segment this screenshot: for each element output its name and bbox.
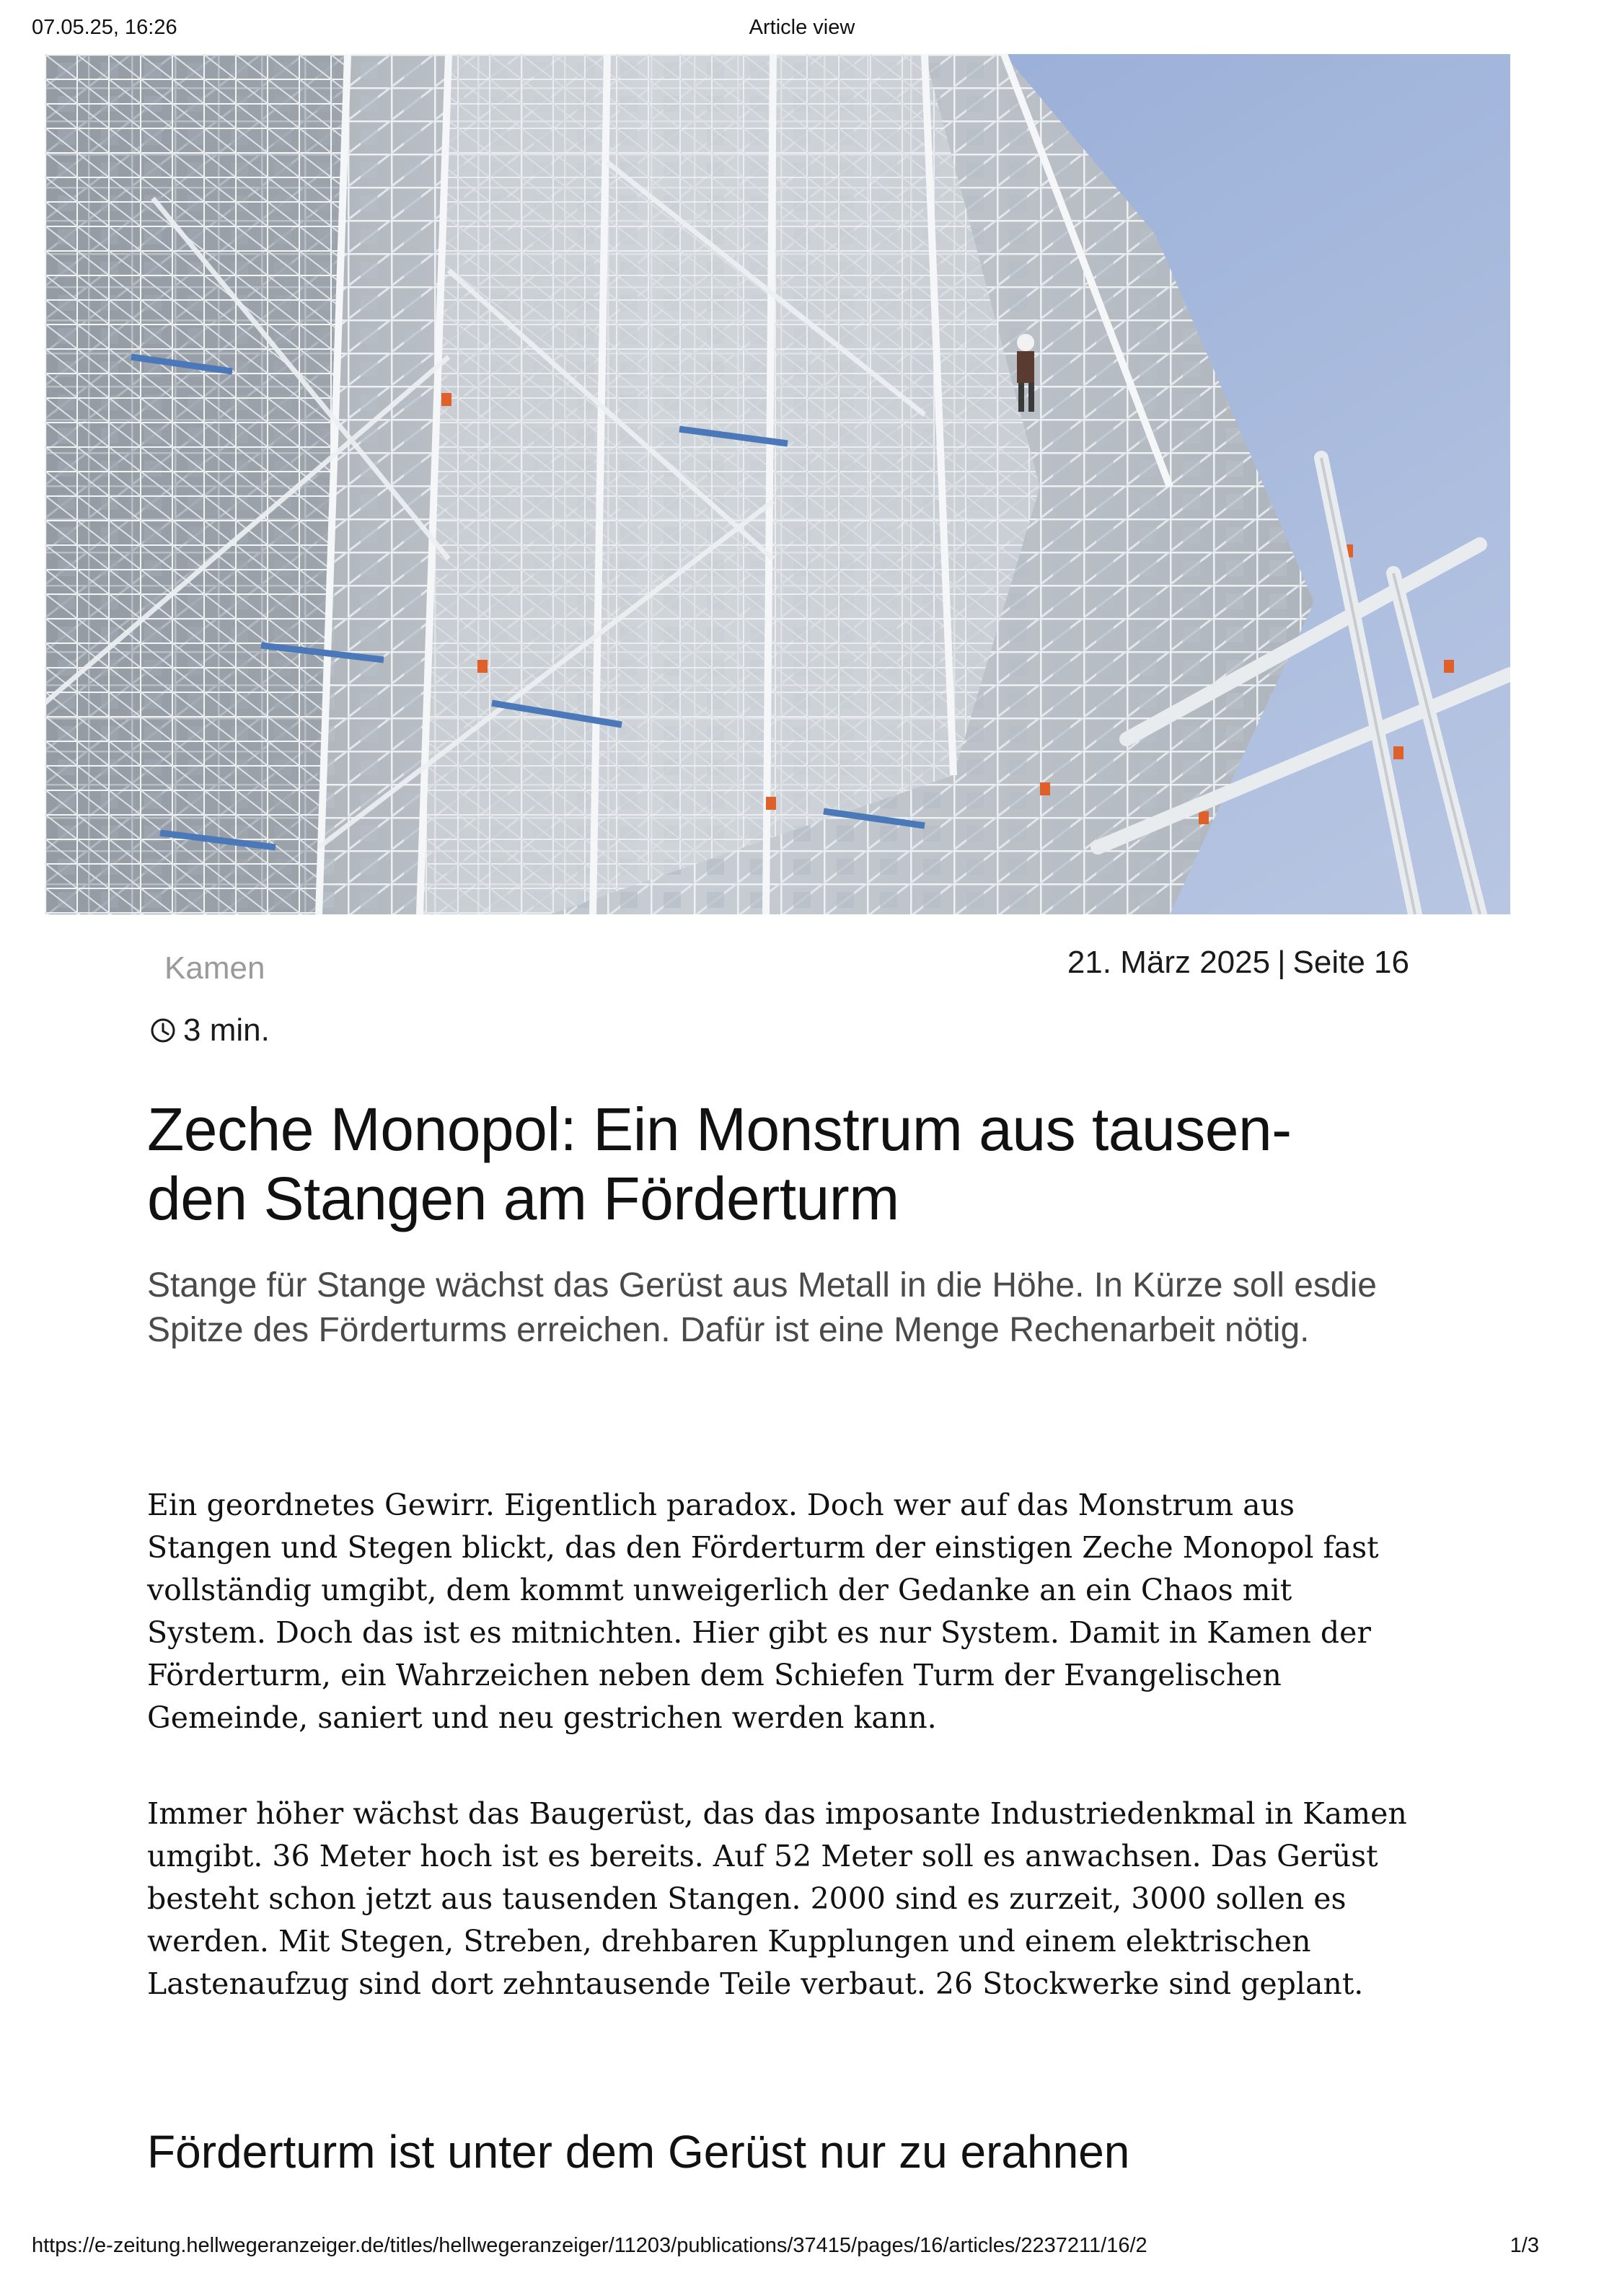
print-title: Article view xyxy=(749,16,855,39)
article-meta xyxy=(0,945,1604,988)
print-url[interactable]: https://e-zeitung.hellwegeranzeiger.de/titles/hellwegeranzeiger/11203/publications/37415/pages/16/articles/2237211/16/2 xyxy=(32,2234,1147,2257)
category-label[interactable]: Kamen xyxy=(164,950,265,986)
page-number: Seite 16 xyxy=(1292,945,1409,980)
read-time xyxy=(149,1012,270,1048)
clock-icon xyxy=(149,1016,177,1045)
article-headline xyxy=(147,1095,1416,1233)
print-footer xyxy=(0,2234,1604,2263)
article-teaser: Stange für Stange wächst das Gerüst aus Metall in die Höhe. In Kürze soll esdie Spitze des Förderturms erreichen. Dafür ist eine Menge Rechenarbeit nötig. xyxy=(147,1266,1377,1349)
article-subheading: Förderturm ist unter dem Gerüst nur zu erahnen xyxy=(147,2126,1130,2178)
headline-line-2: den Stangen am Förderturm xyxy=(147,1165,899,1232)
article-hero-image xyxy=(45,54,1510,914)
headline-line-1: Zeche Monopol: Ein Monstrum aus tausen- xyxy=(147,1095,1292,1163)
body-paragraph-1: Ein geordnetes Gewirr. Eigentlich paradox. Doch wer auf das Monstrum aus Stangen und Stegen blickt, das den Förderturm der einstigen Zeche Monopol fast vollständig umgibt, dem kommt unweigerlich der Gedanke an ein Chaos mit System. Doch das ist es mitnichten. Hier gibt es nur System. Damit in Kamen der Förderturm, ein Wahrzeichen neben dem Schiefen Turm der Evangelischen Gemeinde, saniert und neu gestrichen werden kann. xyxy=(147,1488,1379,1735)
scaffolding-photo xyxy=(45,54,1510,914)
print-page-count: 1/3 xyxy=(1510,2234,1539,2257)
print-header xyxy=(0,16,1604,45)
body-paragraph-2: Immer höher wächst das Baugerüst, das das imposante Industriedenkmal in Kamen umgibt. 36 Meter hoch ist es bereits. Auf 52 Meter soll es anwachsen. Das Gerüst besteht schon jetzt aus tausenden Stangen. 2000 sind es zurzeit, 3000 sollen es werden. Mit Stegen, Streben, drehbaren Kupplungen und einem elektrischen Lastenaufzug sind dort zehntausende Teile verbaut. 26 Stockwerke sind geplant. xyxy=(147,1796,1407,2001)
read-time-label: 3 min. xyxy=(183,1012,270,1048)
dateline xyxy=(1067,945,1409,981)
print-timestamp: 07.05.25, 16:26 xyxy=(32,16,177,39)
date-separator: | xyxy=(1277,945,1286,980)
publication-date: 21. März 2025 xyxy=(1067,945,1271,980)
